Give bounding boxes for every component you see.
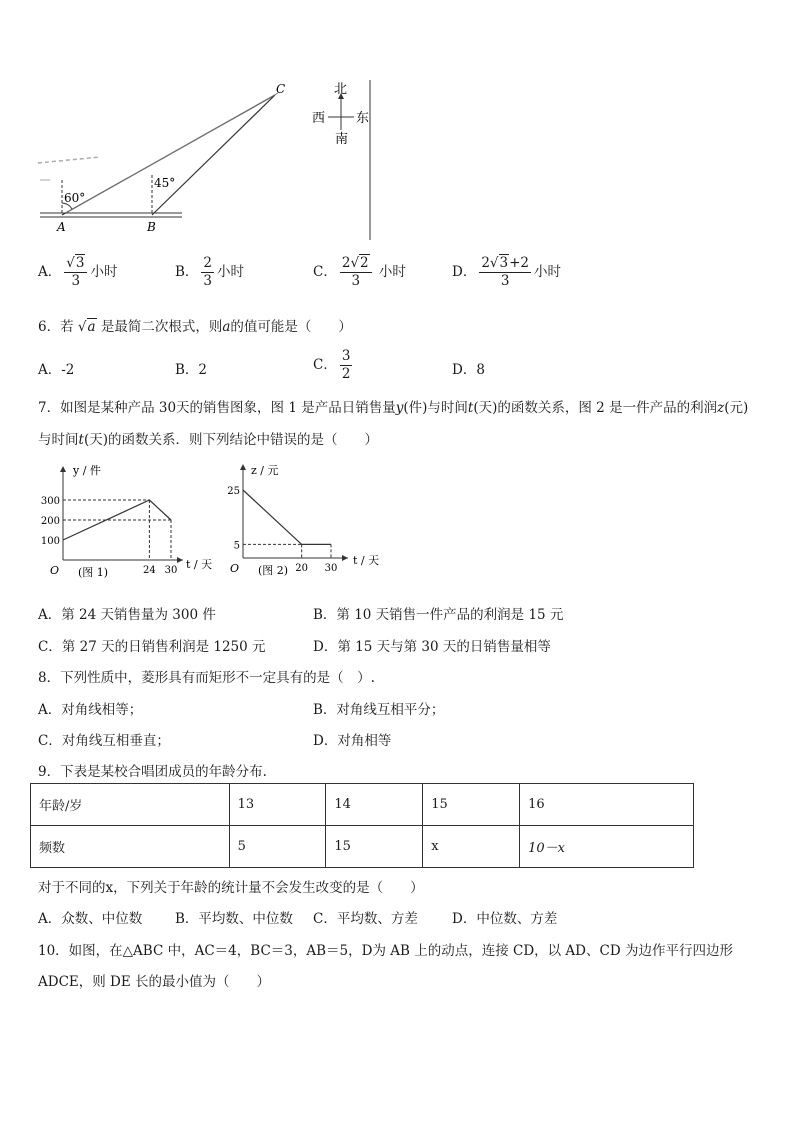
q6-option-d[interactable]: D．8 — [452, 362, 485, 378]
series-line — [243, 490, 331, 544]
y-tick-label: 100 — [40, 536, 60, 547]
point-c-label: C — [276, 82, 286, 96]
point-a-label: A — [57, 220, 66, 234]
option-label: C． — [313, 357, 337, 373]
q8-option-c[interactable]: C．对角线互相垂直； — [38, 733, 170, 749]
q6-stem-post: 的值可能是（ ） — [230, 319, 352, 335]
option-label: B． — [175, 264, 199, 280]
q7-y-var: y — [395, 400, 404, 416]
q10-stem-line2: ADCE，则 DE 长的最小值为（ ） — [38, 974, 271, 990]
q5-d-rest: +2 — [509, 255, 530, 271]
x-axis-arrow-icon — [342, 555, 348, 561]
q5-b-den: 3 — [203, 273, 213, 289]
x-axis-label: t / 天 — [353, 554, 380, 567]
q6-option-c[interactable] — [313, 348, 355, 383]
y-axis-label: z / 元 — [251, 464, 279, 477]
compass-north: 北 — [334, 82, 348, 97]
y-tick-label: 200 — [40, 516, 60, 527]
q7-t-var: t — [467, 400, 474, 416]
table-cell: 频数 — [31, 826, 230, 868]
q7-option-b[interactable]: B．第 10 天销售一件产品的利润是 15 元 — [313, 607, 564, 623]
q5-a-num: 3 — [75, 255, 85, 271]
age-table — [30, 783, 694, 868]
q6-stem-mid: 是最简二次根式，则 — [96, 319, 223, 335]
table-cell: 15 — [423, 784, 520, 826]
chart-caption: (图 1) — [78, 566, 109, 579]
q7-z-var: z — [717, 400, 725, 416]
q5-option-a[interactable]: A． $\frac{√3}{3}$ 小时 — [38, 255, 118, 289]
q7-l1-post: (元) — [724, 400, 749, 416]
q6-c-num: 3 — [341, 348, 351, 364]
q5-c-rad: 2 — [360, 255, 369, 271]
chart-caption: (图 2) — [258, 564, 289, 577]
q8-stem: 8．下列性质中，菱形具有而矩形不一定具有的是（ ）. — [38, 670, 375, 686]
angle-a-label: 60° — [64, 191, 86, 205]
compass-west: 西 — [312, 111, 326, 126]
q5-a-unit: 小时 — [90, 264, 118, 280]
q5-option-d[interactable]: D． $\frac{2√3+2}{3}$ 小时 — [452, 255, 562, 289]
q6-var: a — [222, 319, 231, 335]
q8-option-d[interactable]: D．对角相等 — [313, 733, 392, 749]
option-label: D． — [452, 264, 477, 280]
table-row — [31, 826, 694, 868]
q7-stem-line1 — [38, 396, 748, 416]
q5-c-unit: 小时 — [374, 264, 406, 280]
q9-stem: 9．下表是某校合唱团成员的年龄分布. — [38, 764, 267, 780]
q7-l2-post: (天)的函数关系．则下列结论中错误的是（ ） — [83, 432, 378, 448]
origin-label: O — [230, 562, 240, 575]
q9-option-b[interactable]: B．平均数、中位数 — [175, 911, 293, 927]
q5-d-rad: 3 — [499, 255, 509, 271]
table-cell: 15 — [326, 826, 423, 868]
q5-a-den: 3 — [71, 273, 81, 289]
x-tick-label: 30 — [164, 565, 178, 576]
table-cell: 10－x — [520, 826, 694, 868]
table-cell: 13 — [229, 784, 326, 826]
q7-t-var2: t — [78, 432, 84, 448]
y-tick-label: 5 — [233, 540, 240, 552]
y-axis-label: y / 件 — [73, 464, 101, 477]
q8-option-b[interactable]: B．对角线互相平分； — [313, 702, 445, 718]
q9-option-c[interactable]: C．平均数、方差 — [313, 911, 418, 927]
q7-option-c[interactable]: C．第 27 天的日销售利润是 1250 元 — [38, 639, 266, 655]
q5-d-coef: 2 — [481, 255, 490, 271]
q10-stem-line1: 10．如图，在△ABC 中，AC＝4，BC＝3，AB＝5，D为 AB 上的动点，连接 CD，以 AD、CD 为边作平行四边形 — [38, 943, 733, 959]
compass-east: 东 — [356, 111, 370, 126]
q5-option-b[interactable] — [175, 255, 244, 290]
x-axis-arrow-icon — [177, 557, 183, 563]
q5-c-coef: 2 — [341, 255, 351, 271]
chart-fig2 — [218, 460, 398, 585]
q9-follow: 对于不同的x，下列关于年龄的统计量不会发生改变的是（ ） — [38, 880, 424, 896]
option-label: C． — [313, 264, 337, 280]
y-axis-arrow-icon — [60, 466, 66, 472]
q5-d-unit: 小时 — [534, 264, 562, 280]
q6-option-a[interactable]: A．-2 — [38, 362, 75, 378]
x-tick-label: 24 — [143, 565, 156, 576]
q9-option-a[interactable]: A．众数、中位数 — [38, 911, 143, 927]
q6-c-den: 2 — [341, 366, 351, 382]
x-tick-label: 20 — [295, 563, 309, 574]
compass-south: 南 — [335, 132, 349, 147]
point-b-label: B — [147, 220, 156, 234]
direction-figure — [30, 75, 380, 245]
origin-label: O — [50, 564, 60, 577]
q7-option-d[interactable]: D．第 15 天与第 30 天的日销售量相等 — [313, 639, 551, 655]
q9-option-d[interactable]: D．中位数、方差 — [452, 911, 558, 927]
y-axis-arrow-icon — [240, 464, 246, 470]
q7-l1-mid2: (天)的函数关系，图 2 是一件产品的利润 — [473, 400, 718, 416]
q7-l1-pre: 7．如图是某种产品 30天的销售图象，图 1 是产品日销售量 — [38, 400, 396, 416]
q8-option-a[interactable]: A．对角线相等； — [38, 702, 143, 718]
q7-l1-mid1: (件)与时间 — [403, 400, 468, 416]
q6-option-b[interactable]: B．2 — [175, 362, 208, 378]
table-cell: 年龄/岁 — [31, 784, 230, 826]
angle-b-label: 45° — [154, 176, 176, 190]
table-cell: 16 — [520, 784, 694, 826]
q6-stem: 6．若 √a 是最简二次根式，则a的值可能是（ ） — [38, 319, 352, 335]
x-tick-label: 30 — [324, 563, 338, 574]
q7-option-a[interactable]: A．第 24 天销售量为 300 件 — [38, 607, 216, 623]
x-axis-label: t / 天 — [186, 558, 213, 571]
q7-stem-line2 — [38, 428, 378, 448]
q5-d-den: 3 — [500, 273, 510, 289]
line-bc — [152, 95, 275, 215]
q7-l2-pre: 与时间 — [38, 432, 79, 448]
q5-b-num: 2 — [203, 255, 213, 271]
y-tick-label: 300 — [40, 496, 60, 507]
table-cell: 5 — [229, 826, 326, 868]
y-tick-label: 25 — [227, 486, 240, 497]
q5-b-unit: 小时 — [217, 264, 245, 280]
table-cell: 14 — [326, 784, 423, 826]
q6-stem-pre: 6．若 — [38, 319, 78, 335]
chart-fig1 — [38, 460, 218, 585]
q5-c-den: 3 — [351, 273, 361, 289]
option-label: A． — [38, 264, 62, 280]
q5-option-c[interactable]: C． $\frac{2√2}{3}$ 小时 — [313, 255, 406, 289]
q6-rad-var: a — [87, 319, 96, 335]
scan-mark — [38, 157, 100, 163]
table-cell: x — [423, 826, 520, 868]
table-row — [31, 784, 694, 826]
